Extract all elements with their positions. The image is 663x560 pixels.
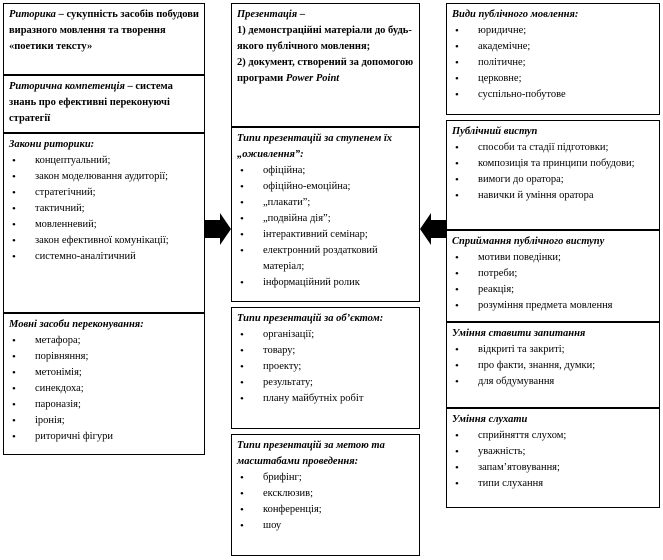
- list-item: • мовленневий;: [9, 217, 200, 233]
- presentation-line-2-text: 2) документ, створений за допомогою програми: [237, 57, 414, 84]
- questions-title: Уміння ставити запитання: [452, 328, 586, 339]
- list-item: • інформаційний ролик: [237, 275, 415, 291]
- rhetoric-laws-box: [3, 133, 205, 313]
- list-item: • офіційно-емоційна;: [237, 179, 415, 195]
- kinds-title: Види публічного мовлення:: [452, 9, 579, 20]
- goal-list: [237, 470, 415, 534]
- list-item: • політичне;: [452, 55, 655, 71]
- laws-title: Закони риторики:: [9, 139, 95, 150]
- persuasion-means-box: [3, 313, 205, 455]
- list-item: • закон ефективної комунікації;: [9, 233, 200, 249]
- list-item: • типи слухання: [452, 476, 655, 492]
- speech-kinds-box: [446, 3, 660, 115]
- rhetoric-term: Риторика: [9, 9, 56, 20]
- list-item: • церковне;: [452, 71, 655, 87]
- object-list: [237, 327, 415, 407]
- list-item: • конференція;: [237, 502, 415, 518]
- list-item: • суспільно-побутове: [452, 87, 655, 103]
- list-item: • проекту;: [237, 359, 415, 375]
- list-item: • розуміння предмета мовлення: [452, 298, 655, 314]
- types-by-animation-box: [231, 127, 420, 302]
- list-item: • навички й уміння оратора: [452, 188, 655, 204]
- list-item: • інтерактивний семінар;: [237, 227, 415, 243]
- presentation-program-name: Power Point: [285, 73, 340, 84]
- list-item: • результату;: [237, 375, 415, 391]
- listening-title: Уміння слухати: [452, 414, 528, 425]
- list-item: • товару;: [237, 343, 415, 359]
- perception-list: [452, 250, 655, 314]
- list-item: • синекдоха;: [9, 381, 200, 397]
- competence-term: Риторична компетенція: [9, 81, 125, 92]
- object-title: Типи презентацій за об’єктом:: [237, 313, 384, 324]
- list-item: • про факти, знання, думки;: [452, 358, 655, 374]
- public-speech-box: [446, 120, 660, 230]
- list-item: • риторичні фігури: [9, 429, 200, 445]
- goal-title: Типи презентацій за метою та масштабами проведення:: [237, 440, 385, 467]
- list-item: • композиція та принципи побудови;: [452, 156, 655, 172]
- laws-list: [9, 153, 200, 265]
- list-item: • плану майбутніх робіт: [237, 391, 415, 407]
- list-item: • шоу: [237, 518, 415, 534]
- questions-list: [452, 342, 655, 390]
- types-by-goal-box: [231, 434, 420, 556]
- speech-title: Публічний виступ: [452, 126, 538, 137]
- list-item: • концептуальний;: [9, 153, 200, 169]
- speech-perception-box: [446, 230, 660, 322]
- kinds-list: [452, 23, 655, 103]
- asking-questions-box: [446, 322, 660, 408]
- list-item: • уважність;: [452, 444, 655, 460]
- presentation-line-1: 1) демонстраційні матеріали до будь-якого публічного мовлення;: [237, 25, 412, 52]
- left-arrow-icon: [419, 212, 449, 246]
- list-item: • метонімія;: [9, 365, 200, 381]
- listening-list: [452, 428, 655, 492]
- rhetoric-competence-box: [3, 75, 205, 133]
- presentation-line-2: [237, 55, 415, 87]
- list-item: • мотиви поведінки;: [452, 250, 655, 266]
- right-arrow-shape: [204, 213, 231, 245]
- left-arrow-shape: [420, 213, 447, 245]
- list-item: • „подвійна дія”;: [237, 211, 415, 227]
- list-item: • порівняння;: [9, 349, 200, 365]
- presentation-dash: –: [297, 9, 305, 20]
- list-item: • системно-аналітичний: [9, 249, 200, 265]
- presentation-definition-box: [231, 3, 420, 127]
- list-item: • академічне;: [452, 39, 655, 55]
- list-item: • іронія;: [9, 413, 200, 429]
- right-arrow-icon: [202, 212, 232, 246]
- list-item: • для обдумування: [452, 374, 655, 390]
- list-item: • закон моделювання аудиторії;: [9, 169, 200, 185]
- list-item: • „плакати”;: [237, 195, 415, 211]
- list-item: • тактичний;: [9, 201, 200, 217]
- animation-title: Типи презентацій за ступенем їх „оживлення”:: [237, 133, 393, 160]
- means-list: [9, 333, 200, 445]
- list-item: • запам’ятовування;: [452, 460, 655, 476]
- speech-list: [452, 140, 655, 204]
- types-by-object-box: [231, 307, 420, 429]
- list-item: • метафора;: [9, 333, 200, 349]
- list-item: • пароназія;: [9, 397, 200, 413]
- list-item: • способи та стадії підготовки;: [452, 140, 655, 156]
- list-item: • організації;: [237, 327, 415, 343]
- list-item: • офіційна;: [237, 163, 415, 179]
- rhetoric-definition: – сукупність засобів побудови виразного мовлення та творення «поетики тексту»: [9, 9, 199, 52]
- list-item: • стратегічний;: [9, 185, 200, 201]
- list-item: • юридичне;: [452, 23, 655, 39]
- list-item: • реакція;: [452, 282, 655, 298]
- means-title: Мовні засоби переконування:: [9, 319, 144, 330]
- presentation-term: Презентація: [237, 9, 298, 20]
- animation-list: [237, 163, 415, 291]
- list-item: • електронний роздатковий матеріал;: [237, 243, 415, 275]
- list-item: • потреби;: [452, 266, 655, 282]
- perception-title: Сприймання публічного виступу: [452, 236, 605, 247]
- list-item: • відкриті та закриті;: [452, 342, 655, 358]
- competence-definition: – система знань про ефективні переконуючі стратегії: [9, 81, 173, 124]
- list-item: • сприйняття слухом;: [452, 428, 655, 444]
- list-item: • ексклюзив;: [237, 486, 415, 502]
- listening-skills-box: [446, 408, 660, 508]
- rhetoric-definition-box: [3, 3, 205, 75]
- list-item: • брифінг;: [237, 470, 415, 486]
- list-item: • вимоги до оратора;: [452, 172, 655, 188]
